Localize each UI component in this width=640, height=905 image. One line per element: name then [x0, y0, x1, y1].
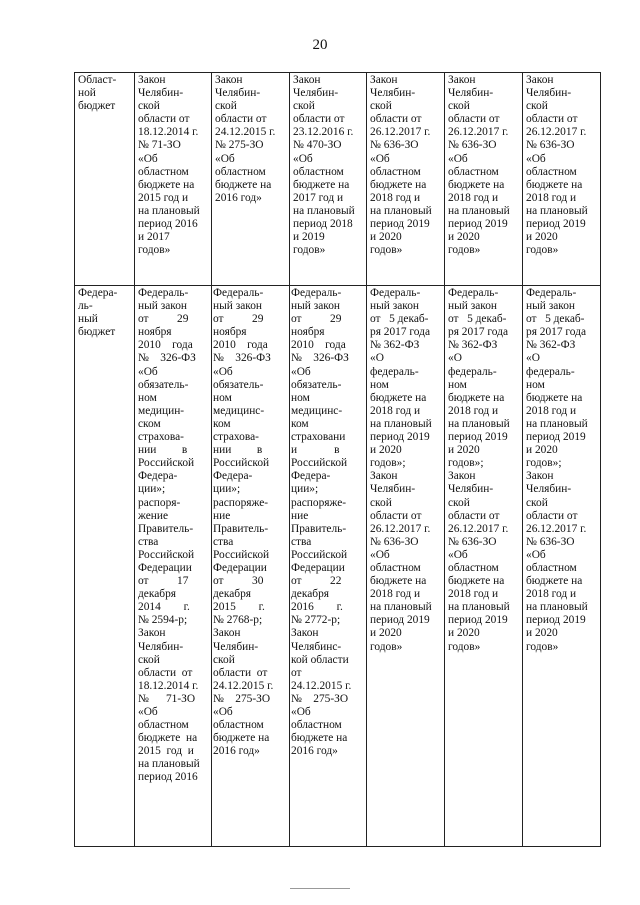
cell-text: Закон Челябин- ской области от 26.12.2017 г. № 636-ЗО «Об областном бюджете на 2018 год и на плановый период 2019 и 2020 годов»: [526, 74, 588, 257]
table-row: [75, 73, 601, 286]
cell-text: Закон Челябин- ской области от 26.12.2017 г. № 636-ЗО «Об областном бюджете на 2018 год и на плановый период 2019 и 2020 годов»: [448, 74, 510, 257]
table-cell: [445, 73, 523, 286]
cell-text: Федераль- ный закон от 29 ноября 2010 года № 326-ФЗ «Об обязатель- ном медицинс- ком страхова- нии в Российской Федера- ции»; распоряже- ние Правитель- ства Российской Федерации от 30 декабря 2015 г. № 2768-р; Закон Челябин- ской области от 24.12.2015 г. № 275-ЗО «Об областном бюджете на 2016 год»: [213, 287, 274, 758]
table-cell: [367, 73, 445, 286]
cell-text: Федераль- ный закон от 5 декаб- ря 2017 года № 362-ФЗ «О федераль- ном бюджете на 2018 год и на плановый период 2019 и 2020 годов»; Закон Челябин- ской области от 26.12.2017 г. № 636-ЗО «Об областном бюджете на 2018 год и на плановый период 2019 и 2020 годов»: [448, 287, 510, 653]
table-cell: [290, 73, 367, 286]
cell-text: Федераль- ный закон от 5 декаб- ря 2017 года № 362-ФЗ «О федераль- ном бюджете на 2018 год и на плановый период 2019 и 2020 годов»; Закон Челябин- ской области от 26.12.2017 г. № 636-ЗО «Об областном бюджете на 2018 год и на плановый период 2019 и 2020 годов»: [526, 287, 588, 653]
table-cell: [523, 73, 601, 286]
row-label: Област- ной бюджет: [78, 74, 117, 113]
footer-mark: [290, 888, 350, 889]
table-row: [75, 286, 601, 847]
page-number: 20: [312, 37, 328, 53]
table-cell: [445, 286, 523, 847]
row-label-cell: [75, 286, 135, 847]
cell-text: Федераль- ный закон от 29 ноября 2010 года № 326-ФЗ «Об обязатель- ном медицинс- ком страховани и в Российской Федера- ции»; распоряже- ние Правитель- ства Российской Федерации от 22 декабря 2016 г. № 2772-р; Закон Челябинс- кой области от 24.12.2015 г. № 275-ЗО «Об областном бюджете на 2016 год»: [291, 287, 352, 758]
table-cell: [135, 73, 212, 286]
table-cell: [290, 286, 367, 847]
table-cell: [523, 286, 601, 847]
cell-text: Федераль- ный закон от 29 ноября 2010 года № 326-ФЗ «Об обязатель- ном медицин- ском страхова- нии в Российской Федера- ции»; распоря- жение Правитель- ства Российской Федерации от 17 декабря 2014 г. № 2594-р; Закон Челябин- ской области от 18.12.2014 г. № 71-ЗО «Об областном бюджете на 2015 год и на плановый период 2016: [138, 287, 200, 784]
table-cell: [212, 73, 290, 286]
cell-text: Закон Челябин- ской области от 23.12.2016 г. № 470-ЗО «Об областном бюджете на 2017 год и на плановый период 2018 и 2019 годов»: [293, 74, 355, 257]
row-label-cell: [75, 73, 135, 286]
cell-text: Закон Челябин- ской области от 26.12.2017 г. № 636-ЗО «Об областном бюджете на 2018 год и на плановый период 2019 и 2020 годов»: [370, 74, 432, 257]
table-cell: [135, 286, 212, 847]
budget-sources-table: [74, 72, 601, 847]
cell-text: Закон Челябин- ской области от 18.12.2014 г. № 71-ЗО «Об областном бюджете на 2015 год и на плановый период 2016 и 2017 годов»: [138, 74, 200, 257]
cell-text: Федераль- ный закон от 5 декаб- ря 2017 года № 362-ФЗ «О федераль- ном бюджете на 2018 год и на плановый период 2019 и 2020 годов»; Закон Челябин- ской области от 26.12.2017 г. № 636-ЗО «Об областном бюджете на 2018 год и на плановый период 2019 и 2020 годов»: [370, 287, 432, 653]
table-cell: [367, 286, 445, 847]
table-cell: [212, 286, 290, 847]
cell-text: Закон Челябин- ской области от 24.12.2015 г. № 275-ЗО «Об областном бюджете на 2016 год»: [215, 74, 276, 204]
row-label: Федера- ль- ный бюджет: [78, 287, 118, 339]
